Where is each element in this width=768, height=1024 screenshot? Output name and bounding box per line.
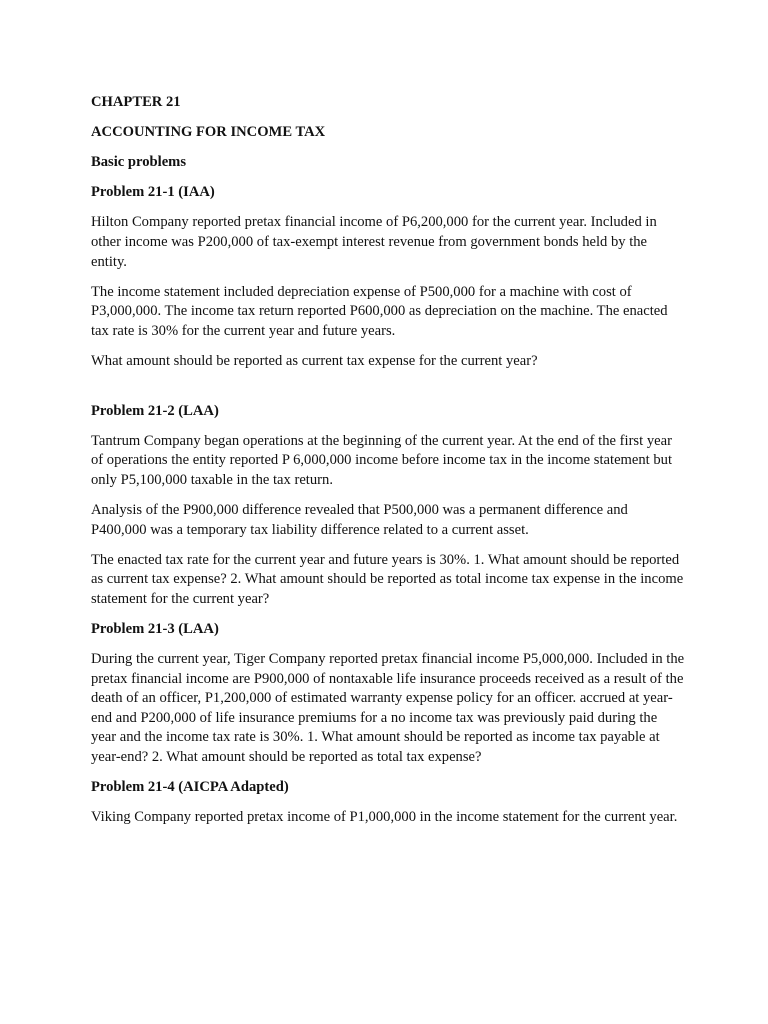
document-page: [91, 93, 685, 838]
problem-heading: Problem 21-1 (IAA): [91, 184, 215, 201]
problem-paragraph: Hilton Company reported pretax financial income of P6,200,000 for the current year. Included in other income was P200,000 of tax-exempt interest revenue from government bonds held by the entity.: [91, 214, 657, 270]
section-heading: Basic problems: [91, 154, 187, 171]
problem-question: The enacted tax rate for the current year and future years is 30%. 1. What amount should be reported as current tax expense? 2. What amount should be reported as total income tax expense in the income statement for the current year?: [91, 551, 684, 607]
problem-paragraph: The income statement included depreciation expense of P500,000 for a machine with cost of P3,000,000. The income tax return reported P600,000 as depreciation on the machine. The enacted tax rate is 30% for the current year and future years.: [91, 283, 668, 339]
chapter-number: CHAPTER 21: [91, 94, 181, 110]
problem-heading: Problem 21-4 (AICPA Adapted): [91, 779, 289, 796]
problem-paragraph: Tantrum Company began operations at the beginning of the current year. At the end of the first year of operations the entity reported P 6,000,000 income before income tax in the income statement but only P5,100,000 taxable in the tax return.: [91, 432, 673, 488]
problem-paragraph: Viking Company reported pretax income of P1,000,000 in the income statement for the current year.: [91, 809, 678, 826]
problem-21-4: [91, 778, 685, 828]
problem-heading: Problem 21-3 (LAA): [91, 620, 219, 637]
chapter-title: ACCOUNTING FOR INCOME TAX: [91, 124, 326, 141]
problem-21-2: [91, 402, 685, 610]
problem-heading: Problem 21-2 (LAA): [91, 402, 219, 419]
problem-paragraph: Analysis of the P900,000 difference revealed that P500,000 was a permanent difference and P400,000 was a temporary tax liability difference related to a current asset.: [91, 501, 628, 538]
problem-21-3: [91, 620, 685, 768]
problem-21-1: [91, 183, 685, 371]
problem-paragraph: During the current year, Tiger Company reported pretax financial income P5,000,000. Included in the pretax financial income are P900,000 of nontaxable life insurance proceeds received as a result of the death of an officer, P1,200,000 of estimated warranty expense policy for an officer. accrued at year-end and P200,000 of life insurance premiums for a no income tax was previously paid during the year and the income tax rate is 30%. 1. What amount should be reported as income tax payable at year-end? 2. What amount should be reported as total tax expense?: [91, 650, 685, 765]
problem-question: What amount should be reported as current tax expense for the current year?: [91, 352, 538, 369]
